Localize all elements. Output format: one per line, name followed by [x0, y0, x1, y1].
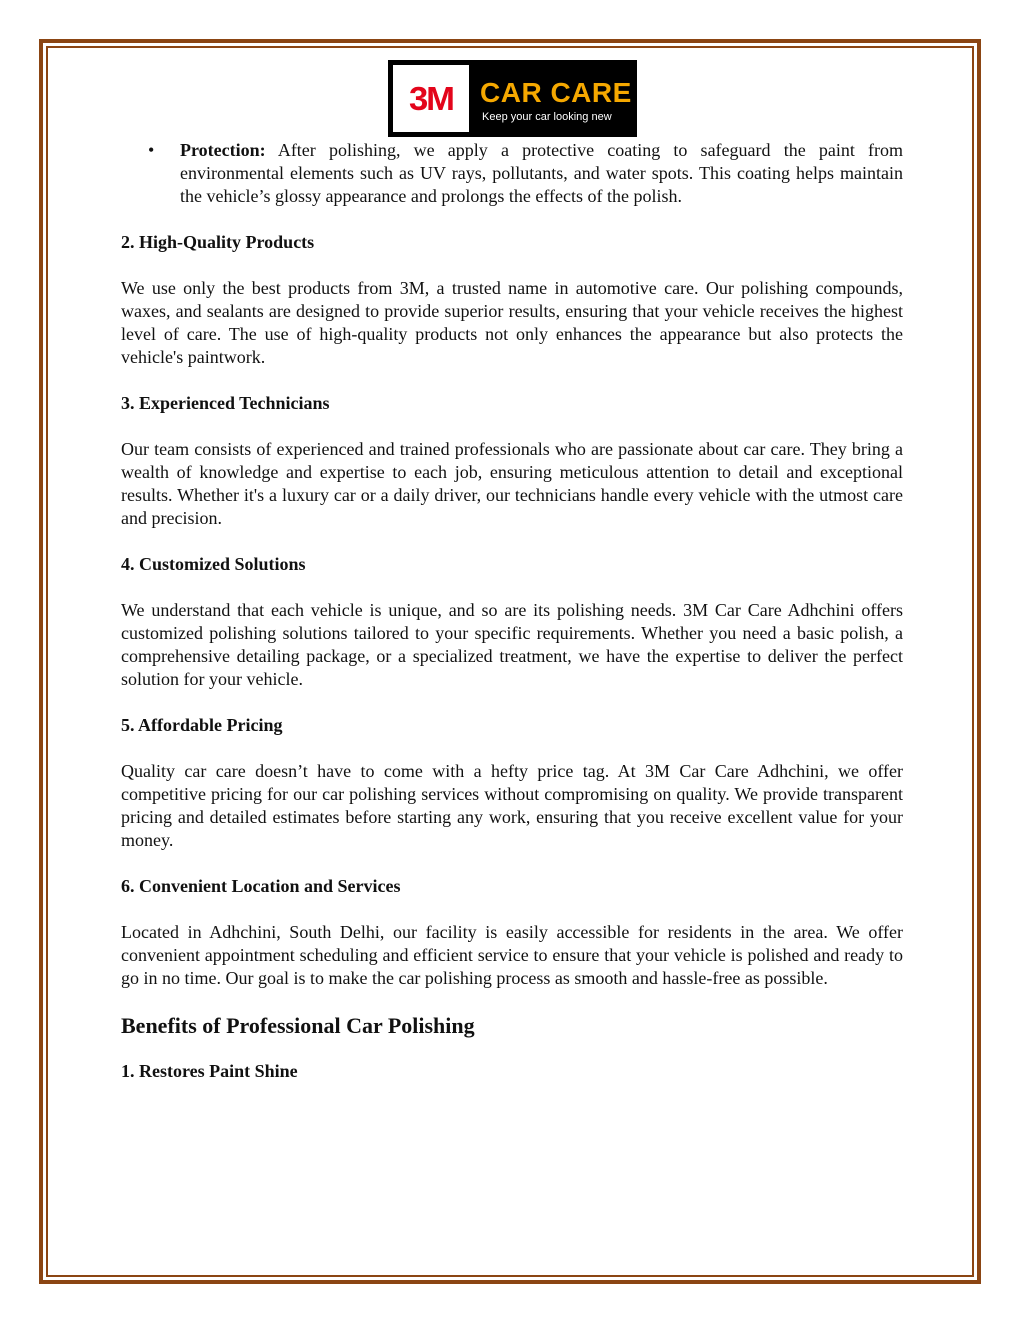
benefits-heading: Benefits of Professional Car Polishing: [121, 1013, 475, 1038]
logo-mark-box: [393, 65, 469, 132]
bullet-label: Protection:: [180, 140, 266, 160]
section-body-affordable-pricing: Quality car care doesn’t have to come with a hefty price tag. At 3M Car Care Adhchini, we offer competitive pricing for our car polishing services without compromising on quality. We provide transparent pricing and detailed estimates before starting any work, ensuring that you receive excellent value for your money.: [121, 761, 903, 850]
document-body: [121, 139, 903, 1106]
section-body-high-quality-products: We use only the best products from 3M, a trusted name in automotive care. Our polishing compounds, waxes, and sealants are designed to provide superior results, ensuring that your vehicle receives the highest level of care. The use of high-quality products not only enhances the appearance but also protects the vehicle's paintwork.: [121, 278, 903, 367]
section-heading-affordable-pricing: 5. Affordable Pricing: [121, 715, 283, 735]
section-heading-customized-solutions: 4. Customized Solutions: [121, 554, 306, 574]
section-heading-high-quality-products: 2. High-Quality Products: [121, 232, 315, 252]
bullet-text: After polishing, we apply a protective coating to safeguard the paint from environmental elements such as UV rays, pollutants, and water spots. This coating helps maintain the vehicle’s glossy appearance and prolongs the effects of the polish.: [180, 140, 903, 206]
logo-tagline: Keep your car looking new: [482, 111, 612, 123]
section-body-convenient-location: Located in Adhchini, South Delhi, our facility is easily accessible for residents in the area. We offer convenient appointment scheduling and efficient service to ensure that your vehicle is polished and ready to go in no time. Our goal is to make the car polishing process as smooth and hassle-free as possible.: [121, 922, 903, 988]
bullet-item-protection: [121, 139, 903, 208]
section-heading-experienced-technicians: 3. Experienced Technicians: [121, 393, 330, 413]
logo-title: CAR CARE: [480, 77, 632, 108]
section-body-customized-solutions: We understand that each vehicle is unique, and so are its polishing needs. 3M Car Care Adhchini offers customized polishing solutions tailored to your specific requirements. Whether you need a basic polish, a comprehensive detailing package, or a specialized treatment, we have the expertise to deliver the perfect solution for your vehicle.: [121, 600, 903, 689]
section-heading-convenient-location: 6. Convenient Location and Services: [121, 876, 401, 896]
benefits-item-restores-paint-shine: 1. Restores Paint Shine: [121, 1061, 298, 1081]
logo-mark: 3M: [409, 79, 453, 117]
bullet-icon: •: [148, 140, 155, 160]
section-body-experienced-technicians: Our team consists of experienced and trained professionals who are passionate about car care. They bring a wealth of knowledge and expertise to each job, ensuring meticulous attention to detail and exceptional results. Whether it's a luxury car or a daily driver, our technicians handle every vehicle with the utmost care and precision.: [121, 439, 903, 528]
brand-logo: [388, 60, 637, 137]
